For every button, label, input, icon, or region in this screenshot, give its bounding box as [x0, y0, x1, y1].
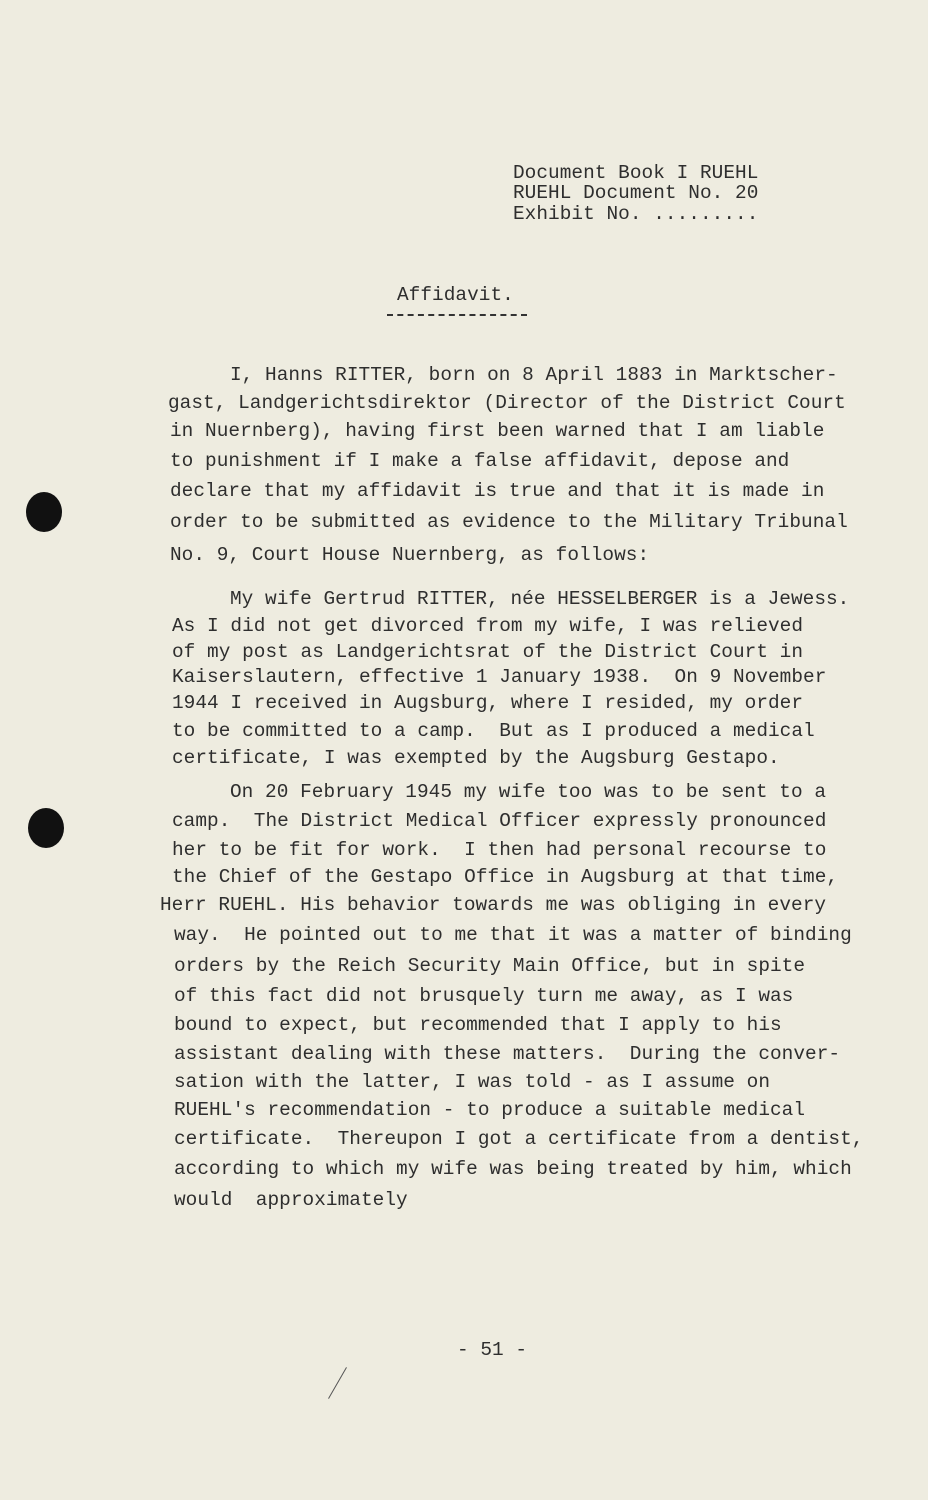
pen-mark — [328, 1367, 347, 1399]
text-line: Herr RUEHL. His behavior towards me was obliging in every — [160, 894, 827, 916]
text-line: of this fact did not brusquely turn me away, as I was — [174, 985, 794, 1007]
document-number-label: RUEHL Document No. 20 — [513, 182, 759, 204]
text-line: sation with the latter, I was told - as I assume on — [174, 1071, 770, 1093]
text-line: way. He pointed out to me that it was a matter of binding — [174, 924, 852, 946]
text-line: would approximately — [174, 1189, 408, 1211]
text-line: bound to expect, but recommended that I apply to his — [174, 1014, 782, 1036]
page-number: - 51 - — [457, 1339, 528, 1361]
title-underline — [387, 314, 527, 316]
text-line: to be committed to a camp. But as I produced a medical — [172, 720, 815, 742]
text-line: her to be fit for work. I then had personal recourse to — [172, 839, 827, 861]
text-line: of my post as Landgerichtsrat of the District Court in — [172, 641, 804, 663]
text-line: in Nuernberg), having first been warned that I am liable — [170, 420, 825, 442]
text-line: As I did not get divorced from my wife, I was relieved — [172, 615, 804, 637]
text-line: assistant dealing with these matters. During the conver- — [174, 1043, 841, 1065]
text-line: according to which my wife was being treated by him, which — [174, 1158, 852, 1180]
text-line: certificate. Thereupon I got a certificate from a dentist, — [174, 1128, 864, 1150]
text-line: On 20 February 1945 my wife too was to be sent to a — [230, 781, 826, 803]
text-line: gast, Landgerichtsdirektor (Director of the District Court — [168, 392, 846, 414]
text-line: order to be submitted as evidence to the Military Tribunal — [170, 511, 848, 533]
text-line: I, Hanns RITTER, born on 8 April 1883 in Marktscher- — [230, 364, 838, 386]
text-line: the Chief of the Gestapo Office in Augsburg at that time, — [172, 866, 839, 888]
text-line: declare that my affidavit is true and that it is made in — [170, 480, 825, 502]
text-line: Kaiserslautern, effective 1 January 1938. On 9 November — [172, 666, 827, 688]
text-line: No. 9, Court House Nuernberg, as follows: — [170, 544, 650, 566]
punch-hole-bottom — [28, 808, 64, 848]
text-line: certificate, I was exempted by the Augsburg Gestapo. — [172, 747, 780, 769]
text-line: RUEHL's recommendation - to produce a suitable medical — [174, 1099, 806, 1121]
text-line: camp. The District Medical Officer expressly pronounced — [172, 810, 827, 832]
text-line: to punishment if I make a false affidavit, depose and — [170, 450, 790, 472]
text-line: orders by the Reich Security Main Office, but in spite — [174, 955, 806, 977]
exhibit-number-label: Exhibit No. ......... — [513, 203, 759, 225]
document-title: Affidavit. — [397, 284, 514, 306]
text-line: 1944 I received in Augsburg, where I resided, my order — [172, 692, 804, 714]
document-book-label: Document Book I RUEHL — [513, 162, 759, 184]
text-line: My wife Gertrud RITTER, née HESSELBERGER is a Jewess. — [230, 588, 850, 610]
punch-hole-top — [26, 492, 62, 532]
